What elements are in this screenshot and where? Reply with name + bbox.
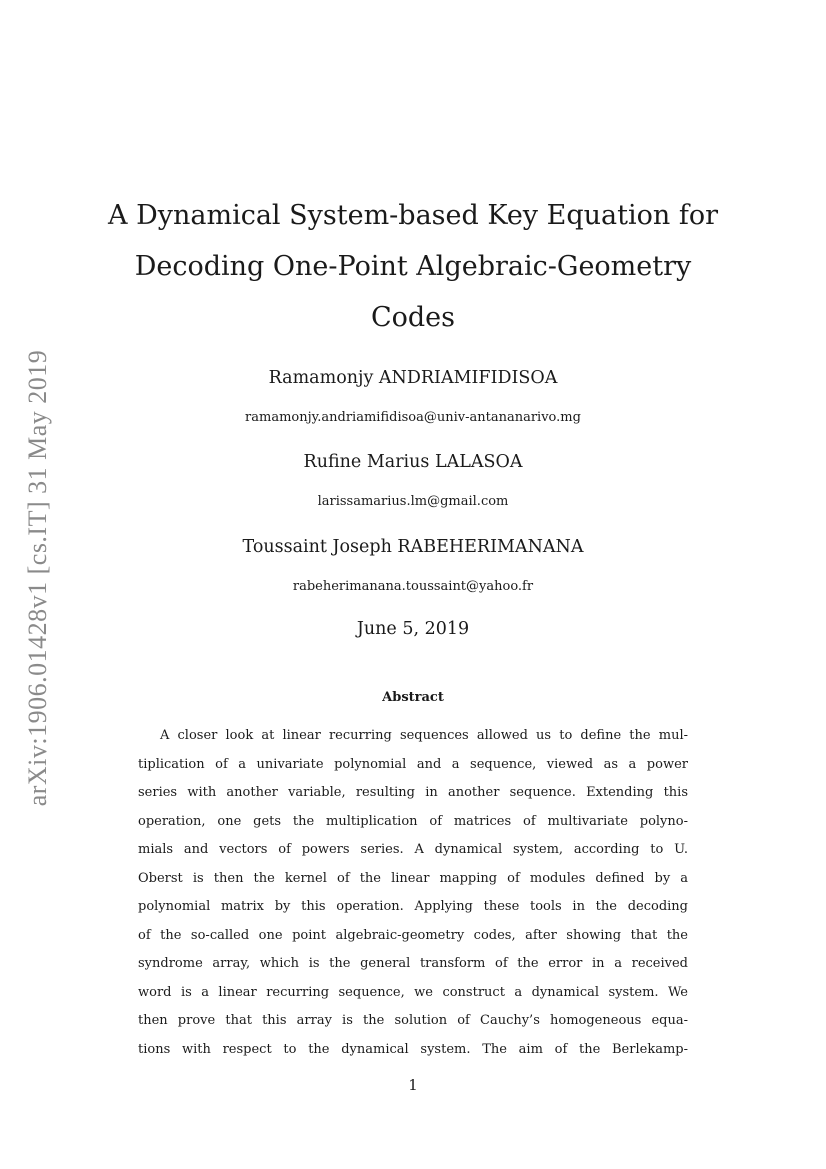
abstract-line: then prove that this array is the solution of Cauchy’s homogeneous equa- bbox=[138, 1013, 688, 1028]
page-number: 1 bbox=[408, 1076, 418, 1094]
arxiv-identifier-stamp: arXiv:1906.01428v1 [cs.IT] 31 May 2019 bbox=[23, 349, 52, 807]
abstract-heading: Abstract bbox=[382, 690, 444, 705]
paper-title bbox=[90, 190, 736, 343]
abstract-line: series with another variable, resulting in another sequence. Extending this bbox=[138, 785, 688, 800]
title-line: Codes bbox=[370, 302, 456, 333]
author-email-1: ramamonjy.andriamifidisoa@univ-antananarivo.mg bbox=[245, 410, 581, 425]
publication-date: June 5, 2019 bbox=[356, 619, 470, 639]
abstract-body bbox=[138, 722, 688, 1064]
author-name-1: Ramamonjy ANDRIAMIFIDISOA bbox=[268, 368, 558, 388]
abstract-line: mials and vectors of powers series. A dynamical system, according to U. bbox=[138, 842, 688, 857]
abstract-line: tions with respect to the dynamical system. The aim of the Berlekamp- bbox=[138, 1041, 688, 1057]
title-line: Decoding One-Point Algebraic-Geometry bbox=[134, 251, 692, 282]
abstract-line: word is a linear recurring sequence, we construct a dynamical system. We bbox=[138, 984, 688, 1000]
author-email-2: larissamarius.lm@gmail.com bbox=[317, 494, 509, 509]
abstract-line: A closer look at linear recurring sequences allowed us to define the mul- bbox=[160, 728, 688, 743]
author-email-3: rabeherimanana.toussaint@yahoo.fr bbox=[292, 579, 534, 594]
abstract-line: polynomial matrix by this operation. Applying these tools in the decoding bbox=[138, 899, 688, 914]
author-name-3: Toussaint Joseph RABEHERIMANANA bbox=[242, 537, 584, 557]
author-name-2: Rufine Marius LALASOA bbox=[303, 452, 523, 472]
abstract-line: Oberst is then the kernel of the linear mapping of modules defined by a bbox=[138, 870, 688, 886]
abstract-line: syndrome array, which is the general transform of the error in a received bbox=[138, 956, 688, 971]
title-line: A Dynamical System-based Key Equation for bbox=[108, 200, 718, 231]
abstract-line: tiplication of a univariate polynomial and a sequence, viewed as a power bbox=[138, 756, 688, 772]
abstract-line: operation, one gets the multiplication of matrices of multivariate polyno- bbox=[138, 813, 688, 829]
abstract-line: of the so-called one point algebraic-geometry codes, after showing that the bbox=[138, 927, 688, 943]
